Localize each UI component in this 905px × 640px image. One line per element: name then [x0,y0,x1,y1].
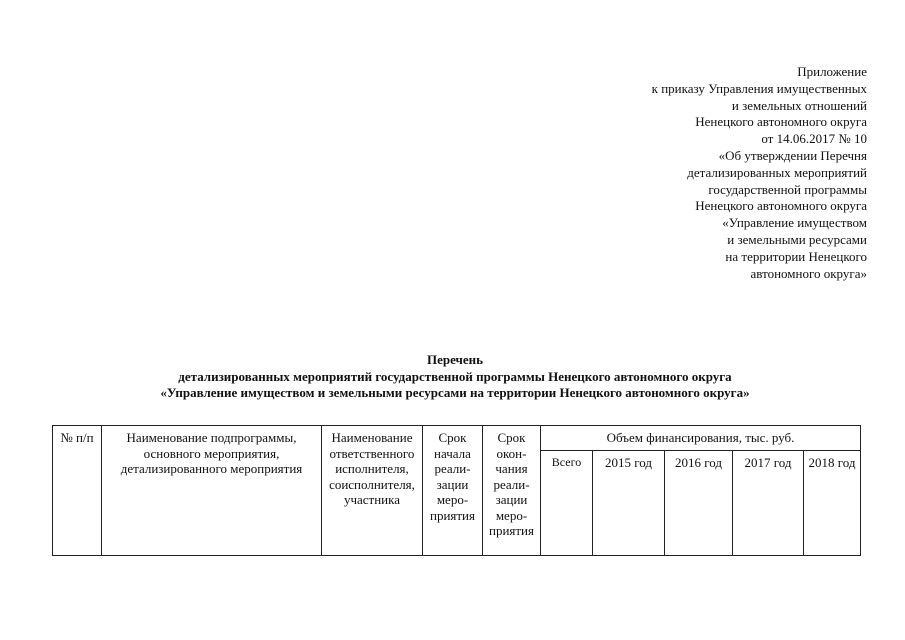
appendix-line: и земельных отношений [731,97,867,113]
header-year-2016: 2016 год [665,451,733,556]
header-start: Срок начала реали-зации меро-приятия [423,426,483,556]
header-year-2018: 2018 год [804,451,861,556]
header-number: № п/п [53,426,102,556]
appendix-line: Ненецкого автономного округа [695,198,867,214]
header-year-2015: 2015 год [593,451,665,556]
title-subheading: детализированных мероприятий государственной программы Ненецкого автономного округа [178,368,732,384]
appendix-line: Ненецкого автономного округа [695,114,867,130]
appendix-line: «Об утверждении Перечня [718,147,867,163]
document-title [50,352,860,402]
appendix-line: автономного округа» [750,265,867,281]
title-heading: Перечень [426,352,484,367]
appendix-line: государственной программы [708,181,867,197]
table-header-row [53,426,861,451]
header-executor: Наименование ответственного исполнителя, соисполнителя, участника [322,426,423,556]
appendix-line: от 14.06.2017 № 10 [761,131,867,147]
appendix-line: детализированных мероприятий [687,164,867,180]
appendix-line: и земельными ресурсами [727,231,867,247]
appendix-line: Приложение [797,64,867,79]
header-total: Всего [541,451,593,556]
appendix-line: на территории Ненецкого [725,248,867,264]
header-funding: Объем финансирования, тыс. руб. [541,426,861,451]
activities-table [52,425,861,556]
title-program-name: «Управление имуществом и земельными ресурсами на территории Ненецкого автономного округа» [160,385,750,400]
appendix-line: «Управление имуществом [722,215,867,231]
header-end: Срок окон-чания реали-зации меро-приятия [483,426,541,556]
header-year-2017: 2017 год [733,451,804,556]
appendix-line: к приказу Управления имущественных [651,80,867,96]
appendix-header [567,64,867,282]
header-name: Наименование подпрограммы, основного мероприятия, детализированного мероприятия [102,426,322,556]
